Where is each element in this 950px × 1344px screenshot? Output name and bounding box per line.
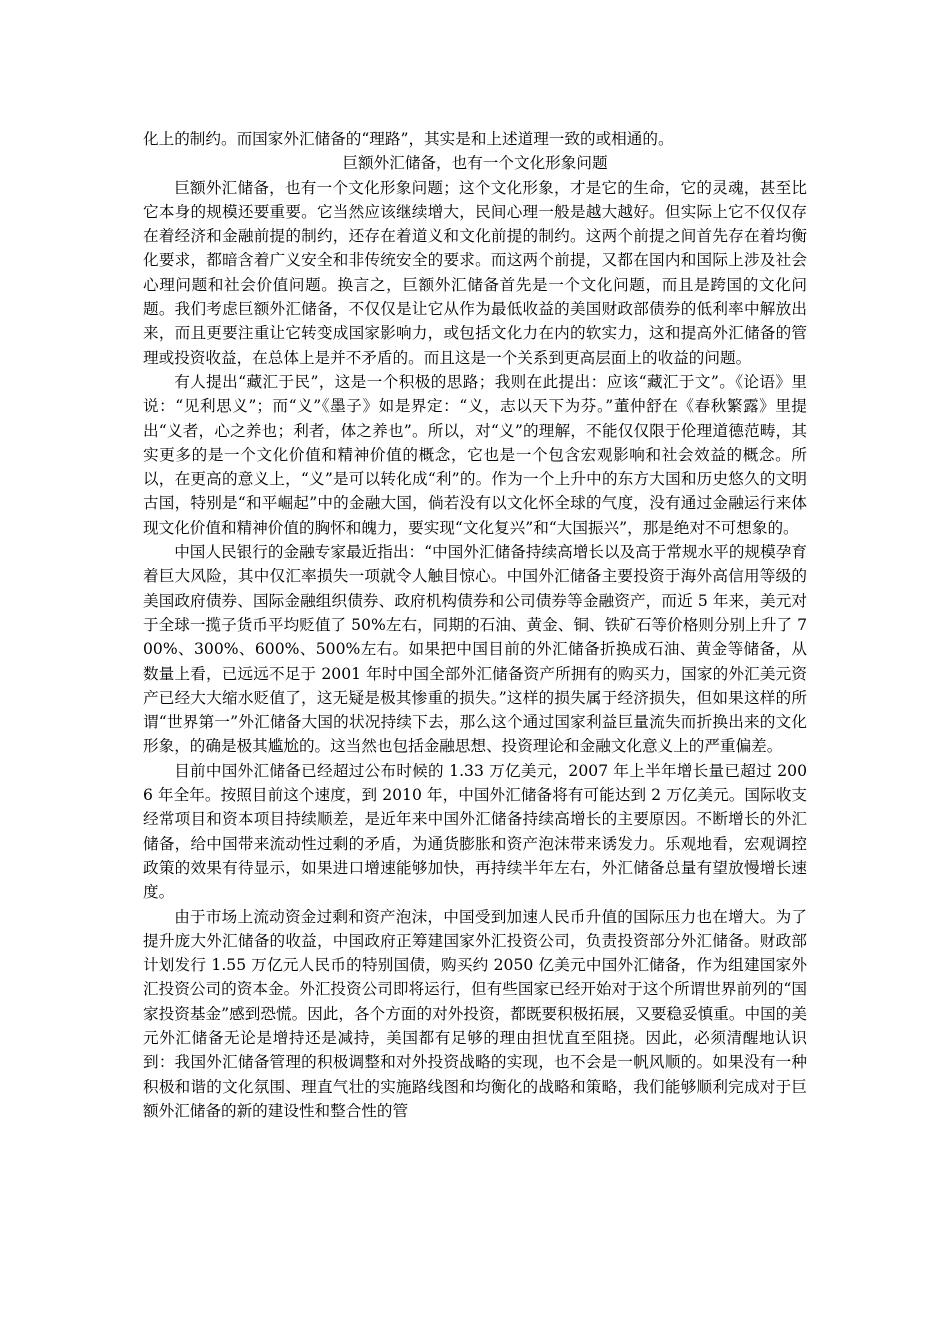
continuation-paragraph: 化上的制约。而国家外汇储备的“理路”，其实是和上述道理一致的或相通的。 [143, 130, 674, 148]
paragraph-5: 由于市场上流动资金过剩和资产泡沫，中国受到加速人民币升值的国际压力也在增大。为了提升庞大外汇储备的收益，中国政府正筹建国家外汇投资公司，负责投资部分外汇储备。财政部计划发行 1.55 万亿元人民币的特别国债，购买约 2050 亿美元中国外汇储备，作为组建国家外汇投资公司的资本金。外汇投资公司即将运行，但有些国家已经开始对于这个所谓世界前列的“国家投资基金”感到恐慌。因此，各个方面的对外投资，都既要积极拓展，又要稳妥慎重。中国的美元外汇储备无论是增持还是减持，美国都有足够的理由担忧直至阻挠。因此，必须清醒地认识到：我国外汇储备管理的积极调整和对外投资战略的实现，也不会是一帆风顺的。如果没有一种积极和谐的文化氛围、理直气壮的实施路线图和均衡化的战略和策略，我们能够顺利完成对于巨额外汇储备的新的建设性和整合性的管 [143, 907, 807, 1120]
paragraph-1: 巨额外汇储备，也有一个文化形象问题；这个文化形象，才是它的生命，它的灵魂，甚至比它本身的规模还要重要。它当然应该继续增大，民间心理一般是越大越好。但实际上它不仅仅存在着经济和金融前提的制约，还存在着道义和文化前提的制约。这两个前提之间首先存在着均衡化要求，都暗含着广义安全和非传统安全的要求。而这两个前提，又都在国内和国际上涉及社会心理问题和社会价值问题。换言之，巨额外汇储备首先是一个文化问题，而且是跨国的文化问题。我们考虑巨额外汇储备，不仅仅是让它从作为最低收益的美国财政部债券的低利率中解放出来，而且更要注重让它转变成国家影响力，或包括文化力在内的软实力，这和提高外汇储备的管理或投资收益，在总体上是并不矛盾的。而且这是一个关系到更高层面上的收益的问题。 [143, 178, 807, 367]
section-heading: 巨额外汇储备，也有一个文化形象问题 [342, 154, 608, 173]
paragraph-2: 有人提出“藏汇于民”，这是一个积极的思路；我则在此提出：应该“藏汇于文”。《论语》里说：“见利思义”；而“义”《墨子》如是界定：“义，志以天下为芬。”董仲舒在《春秋繁露》里提出“义者，心之养也；利者，体之养也”。所以，对“义”的理解，不能仅仅限于伦理道德范畴，其实更多的是一个文化价值和精神价值的概念，它也是一个包含宏观影响和社会效益的概念。所以，在更高的意义上，“义”是可以转化成“利”的。作为一个上升中的东方大国和历史悠久的文明古国，特别是“和平崛起”中的金融大国，倘若没有以文化怀全球的气度，没有通过金融运行来体现文化价值和精神价值的胸怀和魄力，要实现“文化复兴”和“大国振兴”，那是绝对不可想象的。 [143, 372, 807, 537]
document-page [143, 127, 807, 1123]
paragraph-3: 中国人民银行的金融专家最近指出：“中国外汇储备持续高增长以及高于常规水平的规模孕育着巨大风险，其中仅汇率损失一项就令人触目惊心。中国外汇储备主要投资于海外高信用等级的美国政府债券、国际金融组织债券、政府机构债券和公司债券等金融资产，而近 5 年来，美元对于全球一揽子货币平均贬值了 50%左右，同期的石油、黄金、铜、铁矿石等价格则分别上升了 700%、300%、600%、500%左右。如果把中国目前的外汇储备折换成石油、黄金等储备，从数量上看，已远远不足于 2001 年时中国全部外汇储备资产所拥有的购买力，国家的外汇美元资产已经大大缩水贬值了，这无疑是极其惨重的损失。”这样的损失属于经济损失，但如果这样的所谓“世界第一”外汇储备大国的状况持续下去，那么这个通过国家利益巨量流失而折换出来的文化形象，的确是极其尴尬的。这当然也包括金融思想、投资理论和金融文化意义上的严重偏差。 [143, 543, 807, 756]
paragraph-4: 目前中国外汇储备已经超过公布时候的 1.33 万亿美元，2007 年上半年增长量已超过 2006 年全年。按照目前这个速度，到 2010 年，中国外汇储备将有可能达到 2 万亿美元。国际收支经常项目和资本项目持续顺差，是近年来中国外汇储备持续高增长的主要原因。不断增长的外汇储备，给中国带来流动性过剩的矛盾，为通货膨胀和资产泡沫带来诱发力。乐观地看，宏观调控政策的效果有待显示，如果进口增速能够加快，再持续半年左右，外汇储备总量有望放慢增长速度。 [143, 761, 807, 902]
